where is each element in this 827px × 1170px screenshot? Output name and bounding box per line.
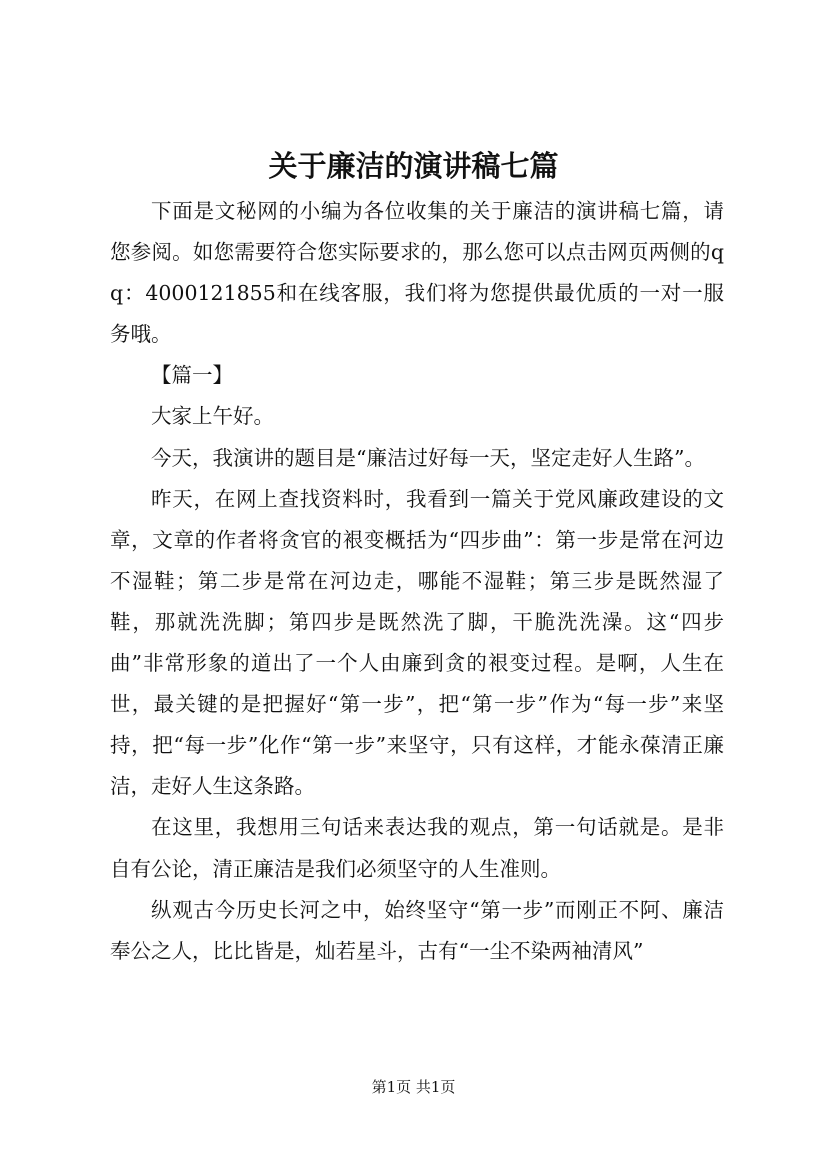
page-footer (0, 1077, 827, 1097)
page-number-label: 第1页 共1页 (371, 1078, 456, 1096)
history-paragraph: 纵观古今历史长河之中，始终坚守“第一步”而刚正不阿、廉洁奉公之人，比比皆是，灿若星斗，古有“一尘不染两袖清风” (110, 897, 724, 963)
intro-paragraph: 下面是文秘网的小编为各位收集的关于廉洁的演讲稿七篇，请您参阅。如您需要符合您实际要求的，那么您可以点击网页两侧的qq：4000121855和在线客服，我们将为您提供最优质的一对一服务哦。 (110, 199, 724, 347)
story-paragraph: 昨天，在网上查找资料时，我看到一篇关于党风廉政建设的文章，文章的作者将贪官的裉变概括为“四步曲”：第一步是常在河边不湿鞋；第二步是常在河边走，哪能不湿鞋；第三步是既然湿了鞋，那就洗洗脚；第四步是既然洗了脚，干脆洗洗澡。这“四步曲”非常形象的道出了一个人由廉到贪的裉变过程。是啊，人生在世，最关键的是把握好“第一步”，把“第一步”作为“每一步”来坚持，把“每一步”化作“第一步”来坚守，只有这样，才能永葆清正廉洁，走好人生这条路。 (110, 486, 724, 799)
viewpoint-paragraph: 在这里，我想用三句话来表达我的观点，第一句话就是。是非自有公论，清正廉洁是我们必须坚守的人生准则。 (110, 815, 724, 881)
topic-paragraph: 今天，我演讲的题目是“廉洁过好每一天，坚定走好人生路”。 (151, 445, 705, 470)
section-heading: 【篇一】 (151, 363, 233, 388)
document-body (110, 191, 724, 972)
greeting-paragraph: 大家上午好。 (151, 404, 274, 429)
document-title: 关于廉洁的演讲稿七篇 (268, 149, 559, 183)
